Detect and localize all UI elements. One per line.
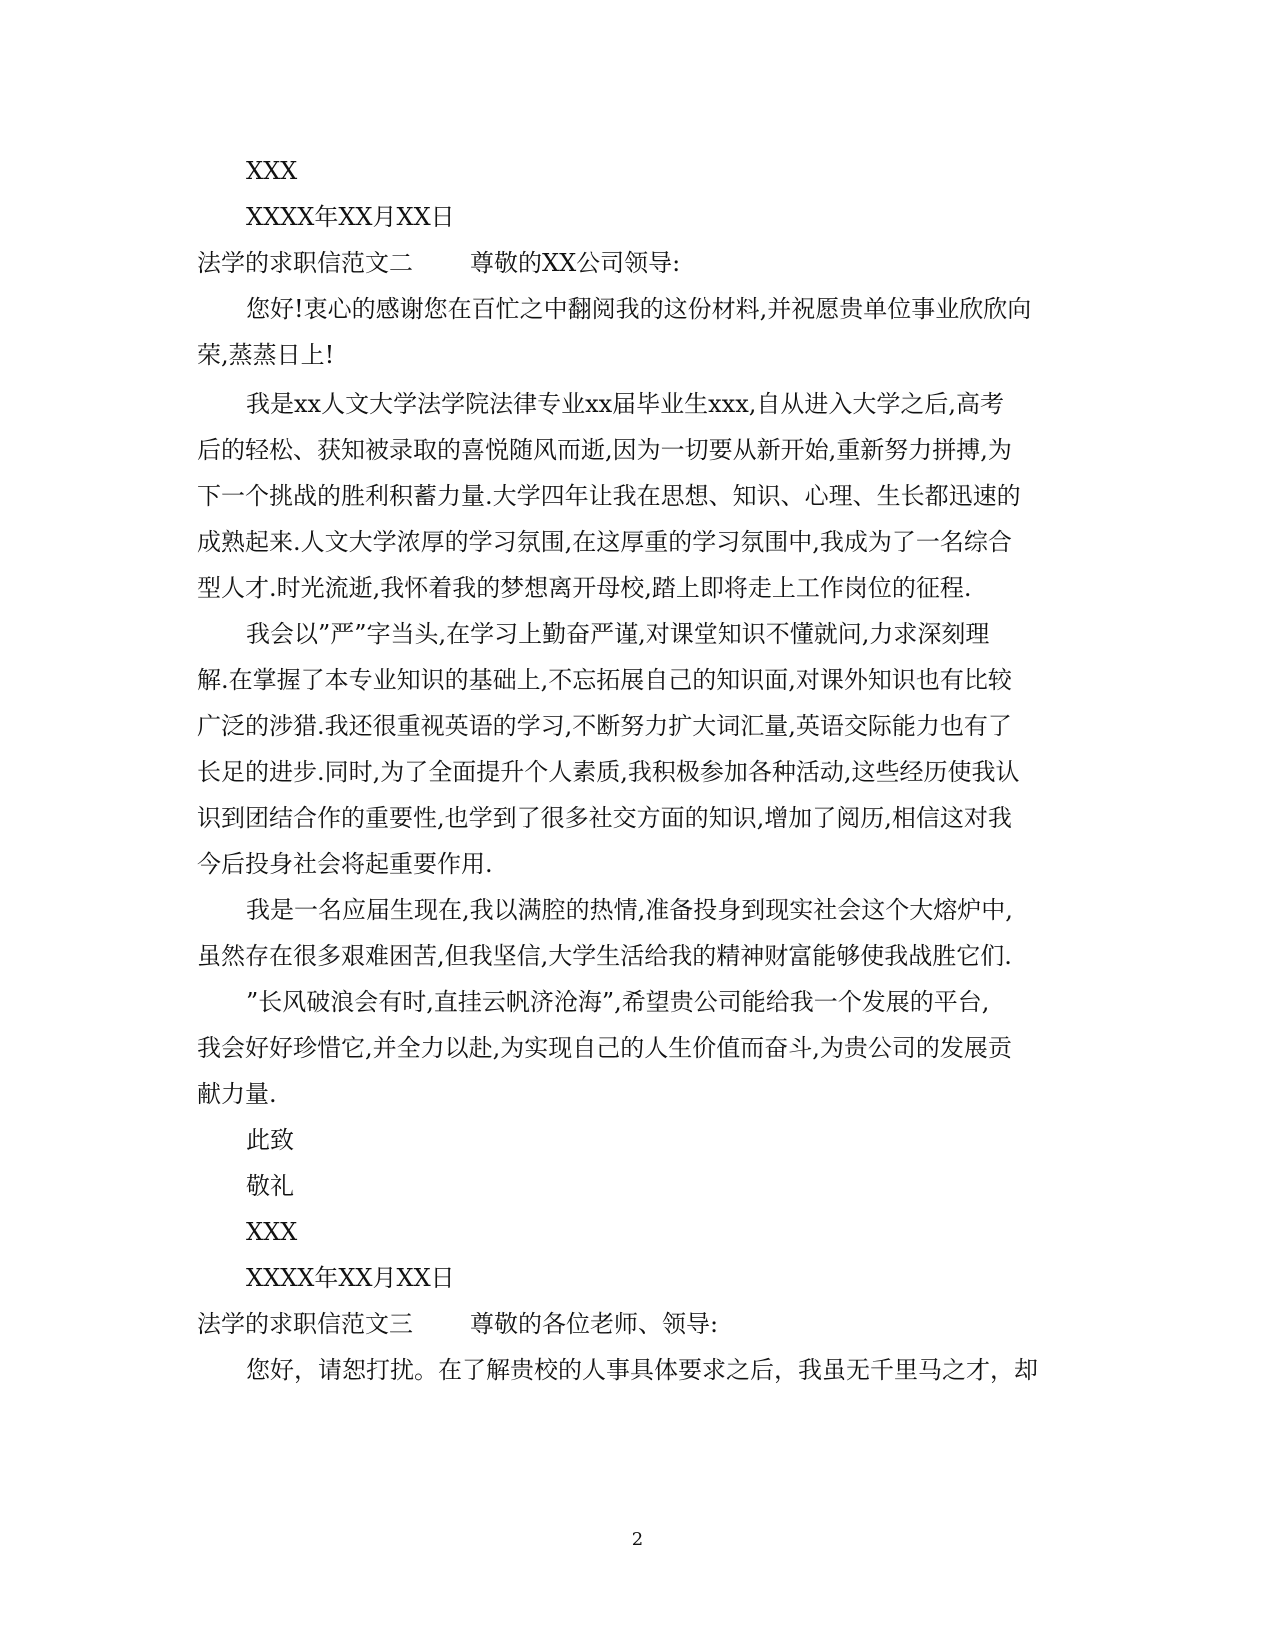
paragraph-5-line-1: ”长风破浪会有时,直挂云帆济沧海”,希望贵公司能给我一个发展的平台, xyxy=(246,988,990,1016)
paragraph-3-line-4: 长足的进步.同时,为了全面提升个人素质,我积极参加各种活动,这些经历使我认 xyxy=(197,758,1020,786)
paragraph-2-line-4: 成熟起来.人文大学浓厚的学习氛围,在这厚重的学习氛围中,我成为了一名综合 xyxy=(197,528,1012,556)
section-heading-three: 法学的求职信范文三 xyxy=(197,1310,413,1338)
date-previous: XXXX年XX月XX日 xyxy=(246,203,455,231)
salutation-three: 尊敬的各位老师、领导: xyxy=(470,1310,719,1338)
paragraph-3-line-2: 解.在掌握了本专业知识的基础上,不忘拓展自己的知识面,对课外知识也有比较 xyxy=(197,666,1012,694)
signature-previous: XXX xyxy=(246,157,298,185)
paragraph-2-line-1: 我是xx人文大学法学院法律专业xx届毕业生xxx,自从进入大学之后,高考 xyxy=(246,390,1005,418)
closing-line-2: 敬礼 xyxy=(246,1172,294,1200)
paragraph-1-line-1: 您好!衷心的感谢您在百忙之中翻阅我的这份材料,并祝愿贵单位事业欣欣向 xyxy=(246,295,1032,323)
paragraph-2-line-5: 型人才.时光流逝,我怀着我的梦想离开母校,踏上即将走上工作岗位的征程. xyxy=(197,574,972,602)
date: XXXX年XX月XX日 xyxy=(246,1264,455,1292)
paragraph-4-line-1: 我是一名应届生现在,我以满腔的热情,准备投身到现实社会这个大熔炉中, xyxy=(246,896,1013,924)
paragraph-3-line-6: 今后投身社会将起重要作用. xyxy=(197,850,493,878)
page-number: 2 xyxy=(631,1529,644,1550)
paragraph-2-line-3: 下一个挑战的胜利积蓄力量.大学四年让我在思想、知识、心理、生长都迅速的 xyxy=(197,482,1021,510)
next-letter-first-line: 您好，请恕打扰。在了解贵校的人事具体要求之后，我虽无千里马之才，却 xyxy=(246,1356,1038,1384)
paragraph-5-line-2: 我会好好珍惜它,并全力以赴,为实现自己的人生价值而奋斗,为贵公司的发展贡 xyxy=(197,1034,1012,1062)
salutation-two: 尊敬的XX公司领导: xyxy=(470,249,681,277)
paragraph-3-line-3: 广泛的涉猎.我还很重视英语的学习,不断努力扩大词汇量,英语交际能力也有了 xyxy=(197,712,1012,740)
paragraph-2-line-2: 后的轻松、获知被录取的喜悦随风而逝,因为一切要从新开始,重新努力拼搏,为 xyxy=(197,436,1012,464)
paragraph-5-line-3: 献力量. xyxy=(197,1080,277,1108)
paragraph-1-line-2: 荣,蒸蒸日上! xyxy=(197,341,335,369)
closing-line-1: 此致 xyxy=(246,1126,294,1154)
paragraph-4-line-2: 虽然存在很多艰难困苦,但我坚信,大学生活给我的精神财富能够使我战胜它们. xyxy=(197,942,1012,970)
paragraph-3-line-1: 我会以”严”字当头,在学习上勤奋严谨,对课堂知识不懂就问,力求深刻理 xyxy=(246,620,990,648)
paragraph-3-line-5: 识到团结合作的重要性,也学到了很多社交方面的知识,增加了阅历,相信这对我 xyxy=(197,804,1012,832)
section-heading-two: 法学的求职信范文二 xyxy=(197,249,413,277)
signature: XXX xyxy=(246,1218,298,1246)
